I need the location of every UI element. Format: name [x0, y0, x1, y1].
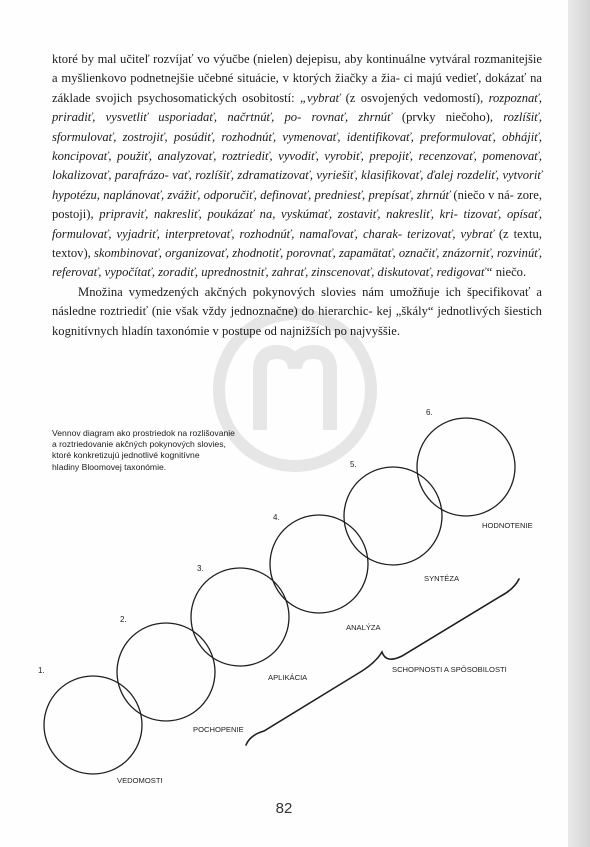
level-circle — [117, 623, 215, 721]
level-number: 6. — [426, 408, 433, 417]
brace-label: SCHOPNOSTI A SPÔSOBILOSTI — [392, 665, 507, 674]
text-line: (niečo v ná- — [450, 187, 514, 202]
text-italic: tizovať, opísať, formulovať, vyjadriť, interpretovať, rozhodnúť, namaľovať, charak- — [52, 207, 542, 241]
level-number: 5. — [350, 460, 357, 469]
text-italic: rovnať, zhrnúť — [311, 110, 392, 125]
level-number: 3. — [197, 564, 204, 573]
text-italic: naplánovať, zvážiť, odporučiť, definovať, predniesť, prepísať, zhrnúť — [103, 187, 451, 202]
level-number: 4. — [273, 513, 280, 522]
level-label: APLIKÁCIA — [268, 673, 308, 682]
level-circle — [344, 467, 442, 565]
level-label: VEDOMOSTI — [117, 776, 163, 785]
level-1 — [38, 666, 163, 785]
text-line: ktoré by mal učiteľ rozvíjať vo výučbe (nielen) dejepisu, aby kontinuálne vytváral — [52, 52, 471, 66]
text-line: kej „škály“ jednotlivých šiestich kognitívnych hladín taxonómie v postupe — [52, 304, 542, 338]
caption-line: hladiny Bloomovej taxonómie. — [52, 461, 167, 472]
page-number: 82 — [275, 800, 293, 817]
level-circle — [44, 676, 142, 774]
text-line: (z textu, textov), — [52, 226, 542, 261]
level-circle — [417, 418, 515, 516]
level-2 — [117, 615, 244, 734]
text-italic: terizovať, vybrať — [407, 226, 494, 241]
text-line: (z osvojených vedomostí), — [345, 90, 489, 105]
text-italic: skombinovať, organizovať, zhodnotiť, porovnať, — [94, 246, 336, 261]
level-number: 1. — [38, 666, 45, 675]
level-3 — [191, 564, 308, 682]
level-label: POCHOPENIE — [193, 725, 244, 734]
text-italic: rozlíšiť, sformulovať, zostrojiť, posúdiť, rozhodnúť, — [52, 110, 542, 144]
level-5 — [344, 460, 460, 583]
page-edge-shadow — [568, 0, 590, 847]
text-italic: vať, rozlíšiť, zdramatizovať, vyriešiť, klasifikovať, ďalej rozdeliť, vytvoriť hypotézu, — [52, 168, 543, 202]
level-label: HODNOTENIE — [482, 521, 533, 530]
text-line: ci majú vedieť, dokázať na základe svojich psychosomatických osobitostí: — [52, 71, 542, 105]
level-number: 2. — [120, 615, 127, 624]
text-line: od najnižších po najvyššie. — [264, 323, 401, 338]
caption-line: Vennov diagram ako prostriedok na rozlišovanie — [52, 428, 235, 438]
text-line: niečo. — [492, 265, 527, 280]
level-label: ANALÝZA — [346, 623, 381, 632]
level-circle — [270, 515, 368, 613]
text-line: Množina vymedzených akčných pokynových slovies nám umožňuje ich — [78, 284, 461, 299]
text-italic: zahrať, zinscenovať, diskutovať, redigovať“ — [271, 265, 493, 280]
level-4 — [270, 513, 382, 632]
text-italic: rozpoznať, priradiť, vysvetliť usporiadať, načrtnúť, po- — [52, 90, 543, 125]
text-line: zore, postoji), — [52, 187, 542, 222]
text-italic: roztriediť, vyvodiť, vyrobiť, prepojiť, recenzovať, pomenovať, lokalizovať, parafrázo- — [52, 149, 543, 183]
level-6 — [417, 408, 533, 530]
text-italic: pripraviť, nakresliť, poukázať na, vyskúmať, zostaviť, nakresliť, kri- — [99, 207, 458, 222]
text-line: (prvky niečoho), — [391, 110, 504, 125]
caption-line: a roztriedovanie akčných pokynových slovies, — [52, 439, 226, 450]
text-italic: vymenovať, identifikovať, preformulovať, obhájiť, koncipovať, použiť, analyzovať, — [52, 129, 542, 164]
text-line: rozmanitejšie a myšlienkovo podnetnejšie učebné situácie, v ktorých žiačky a žia- — [52, 52, 542, 86]
text-italic: zapamätať, označiť, znázorniť, rozvinúť, referovať, vypočítať, zoradiť, uprednostniť, — [52, 246, 542, 280]
level-label: SYNTÉZA — [424, 574, 460, 583]
caption-line: ktoré konkretizujú jednotlivé kognitívne — [52, 450, 200, 461]
text-italic: „vybrať — [299, 90, 341, 105]
text-line: špecifikovať a následne roztriediť (nie však vždy jednoznačne) do hierarchic- — [52, 284, 542, 319]
